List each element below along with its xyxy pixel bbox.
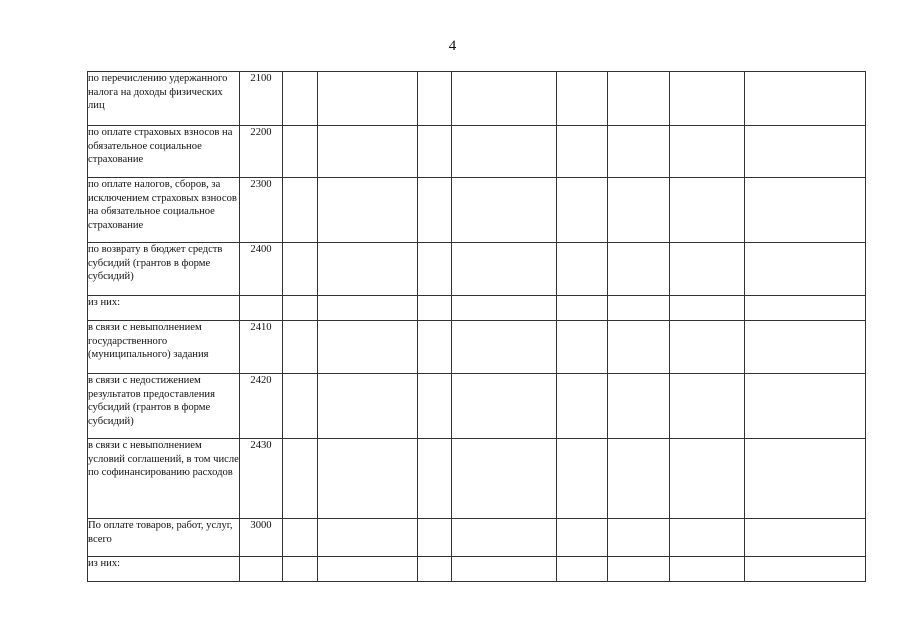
data-cell[interactable] xyxy=(452,243,557,296)
data-cell[interactable] xyxy=(283,178,318,243)
data-cell[interactable] xyxy=(745,178,866,243)
data-cell[interactable] xyxy=(608,296,670,321)
data-cell[interactable] xyxy=(608,126,670,178)
row-code: 2300 xyxy=(240,178,283,243)
data-cell[interactable] xyxy=(557,178,608,243)
data-cell[interactable] xyxy=(557,374,608,439)
row-label: из них: xyxy=(88,557,240,582)
table-row xyxy=(88,243,866,296)
data-cell[interactable] xyxy=(318,72,418,126)
data-cell[interactable] xyxy=(418,296,452,321)
data-cell[interactable] xyxy=(283,374,318,439)
data-cell[interactable] xyxy=(557,296,608,321)
data-cell[interactable] xyxy=(418,374,452,439)
data-cell[interactable] xyxy=(670,519,745,557)
data-cell[interactable] xyxy=(318,519,418,557)
data-cell[interactable] xyxy=(283,72,318,126)
data-cell[interactable] xyxy=(452,519,557,557)
row-label: в связи с невыполнением условий соглашений, в том числе по софинансированию расходов xyxy=(88,439,240,519)
data-cell[interactable] xyxy=(608,243,670,296)
data-cell[interactable] xyxy=(452,178,557,243)
data-cell[interactable] xyxy=(418,557,452,582)
data-cell[interactable] xyxy=(452,72,557,126)
data-cell[interactable] xyxy=(557,439,608,519)
data-cell[interactable] xyxy=(418,243,452,296)
data-cell[interactable] xyxy=(283,321,318,374)
data-cell[interactable] xyxy=(745,72,866,126)
data-cell[interactable] xyxy=(608,439,670,519)
page-number: 4 xyxy=(448,38,457,54)
table-row xyxy=(88,321,866,374)
data-cell[interactable] xyxy=(283,557,318,582)
table-row xyxy=(88,178,866,243)
data-cell[interactable] xyxy=(745,557,866,582)
data-cell[interactable] xyxy=(318,439,418,519)
data-cell[interactable] xyxy=(318,321,418,374)
data-cell[interactable] xyxy=(283,243,318,296)
row-label: в связи с недостижением результатов предоставления субсидий (грантов в форме субсидий) xyxy=(88,374,240,439)
data-cell[interactable] xyxy=(418,321,452,374)
row-code: 2420 xyxy=(240,374,283,439)
row-code: 2200 xyxy=(240,126,283,178)
data-cell[interactable] xyxy=(608,557,670,582)
data-cell[interactable] xyxy=(670,72,745,126)
row-code: 2410 xyxy=(240,321,283,374)
row-label: по оплате налогов, сборов, за исключением страховых взносов на обязательное социальное страхование xyxy=(88,178,240,243)
data-cell[interactable] xyxy=(418,126,452,178)
data-cell[interactable] xyxy=(283,126,318,178)
table-row xyxy=(88,296,866,321)
data-cell[interactable] xyxy=(452,557,557,582)
data-cell[interactable] xyxy=(670,321,745,374)
data-cell[interactable] xyxy=(283,296,318,321)
row-code: 2100 xyxy=(240,72,283,126)
report-table xyxy=(87,71,866,582)
data-cell[interactable] xyxy=(670,374,745,439)
table-row xyxy=(88,439,866,519)
table-row xyxy=(88,519,866,557)
data-cell[interactable] xyxy=(670,296,745,321)
data-cell[interactable] xyxy=(557,321,608,374)
row-code: 3000 xyxy=(240,519,283,557)
data-cell[interactable] xyxy=(745,243,866,296)
data-cell[interactable] xyxy=(670,126,745,178)
data-cell[interactable] xyxy=(418,439,452,519)
data-cell[interactable] xyxy=(608,374,670,439)
data-cell[interactable] xyxy=(318,243,418,296)
data-cell[interactable] xyxy=(452,296,557,321)
data-cell[interactable] xyxy=(745,296,866,321)
data-cell[interactable] xyxy=(452,374,557,439)
table-row xyxy=(88,126,866,178)
data-cell[interactable] xyxy=(557,72,608,126)
data-cell[interactable] xyxy=(418,519,452,557)
data-cell[interactable] xyxy=(283,439,318,519)
row-code xyxy=(240,296,283,321)
data-cell[interactable] xyxy=(318,296,418,321)
data-cell[interactable] xyxy=(670,178,745,243)
data-cell[interactable] xyxy=(557,126,608,178)
data-cell[interactable] xyxy=(670,439,745,519)
data-cell[interactable] xyxy=(418,72,452,126)
data-cell[interactable] xyxy=(608,72,670,126)
row-label: по оплате страховых взносов на обязательное социальное страхование xyxy=(88,126,240,178)
table-row xyxy=(88,72,866,126)
data-cell[interactable] xyxy=(670,557,745,582)
row-code: 2430 xyxy=(240,439,283,519)
data-cell[interactable] xyxy=(452,321,557,374)
row-label: По оплате товаров, работ, услуг, всего xyxy=(88,519,240,557)
data-cell[interactable] xyxy=(452,126,557,178)
row-code: 2400 xyxy=(240,243,283,296)
row-code xyxy=(240,557,283,582)
row-label: в связи с невыполнением государственного (муниципального) задания xyxy=(88,321,240,374)
data-cell[interactable] xyxy=(418,178,452,243)
data-cell[interactable] xyxy=(745,519,866,557)
data-cell[interactable] xyxy=(318,178,418,243)
data-cell[interactable] xyxy=(608,178,670,243)
data-cell[interactable] xyxy=(318,126,418,178)
data-cell[interactable] xyxy=(670,243,745,296)
data-cell[interactable] xyxy=(557,519,608,557)
data-cell[interactable] xyxy=(452,439,557,519)
data-cell[interactable] xyxy=(318,374,418,439)
data-cell[interactable] xyxy=(745,374,866,439)
data-cell[interactable] xyxy=(318,557,418,582)
data-cell[interactable] xyxy=(745,321,866,374)
row-label: по перечислению удержанного налога на доходы физических лиц xyxy=(88,72,240,126)
data-cell[interactable] xyxy=(608,519,670,557)
data-cell[interactable] xyxy=(745,126,866,178)
table-row xyxy=(88,557,866,582)
data-cell[interactable] xyxy=(608,321,670,374)
data-cell[interactable] xyxy=(557,557,608,582)
data-cell[interactable] xyxy=(745,439,866,519)
row-label: по возврату в бюджет средств субсидий (грантов в форме субсидий) xyxy=(88,243,240,296)
table-row xyxy=(88,374,866,439)
row-label: из них: xyxy=(88,296,240,321)
data-cell[interactable] xyxy=(557,243,608,296)
data-cell[interactable] xyxy=(283,519,318,557)
